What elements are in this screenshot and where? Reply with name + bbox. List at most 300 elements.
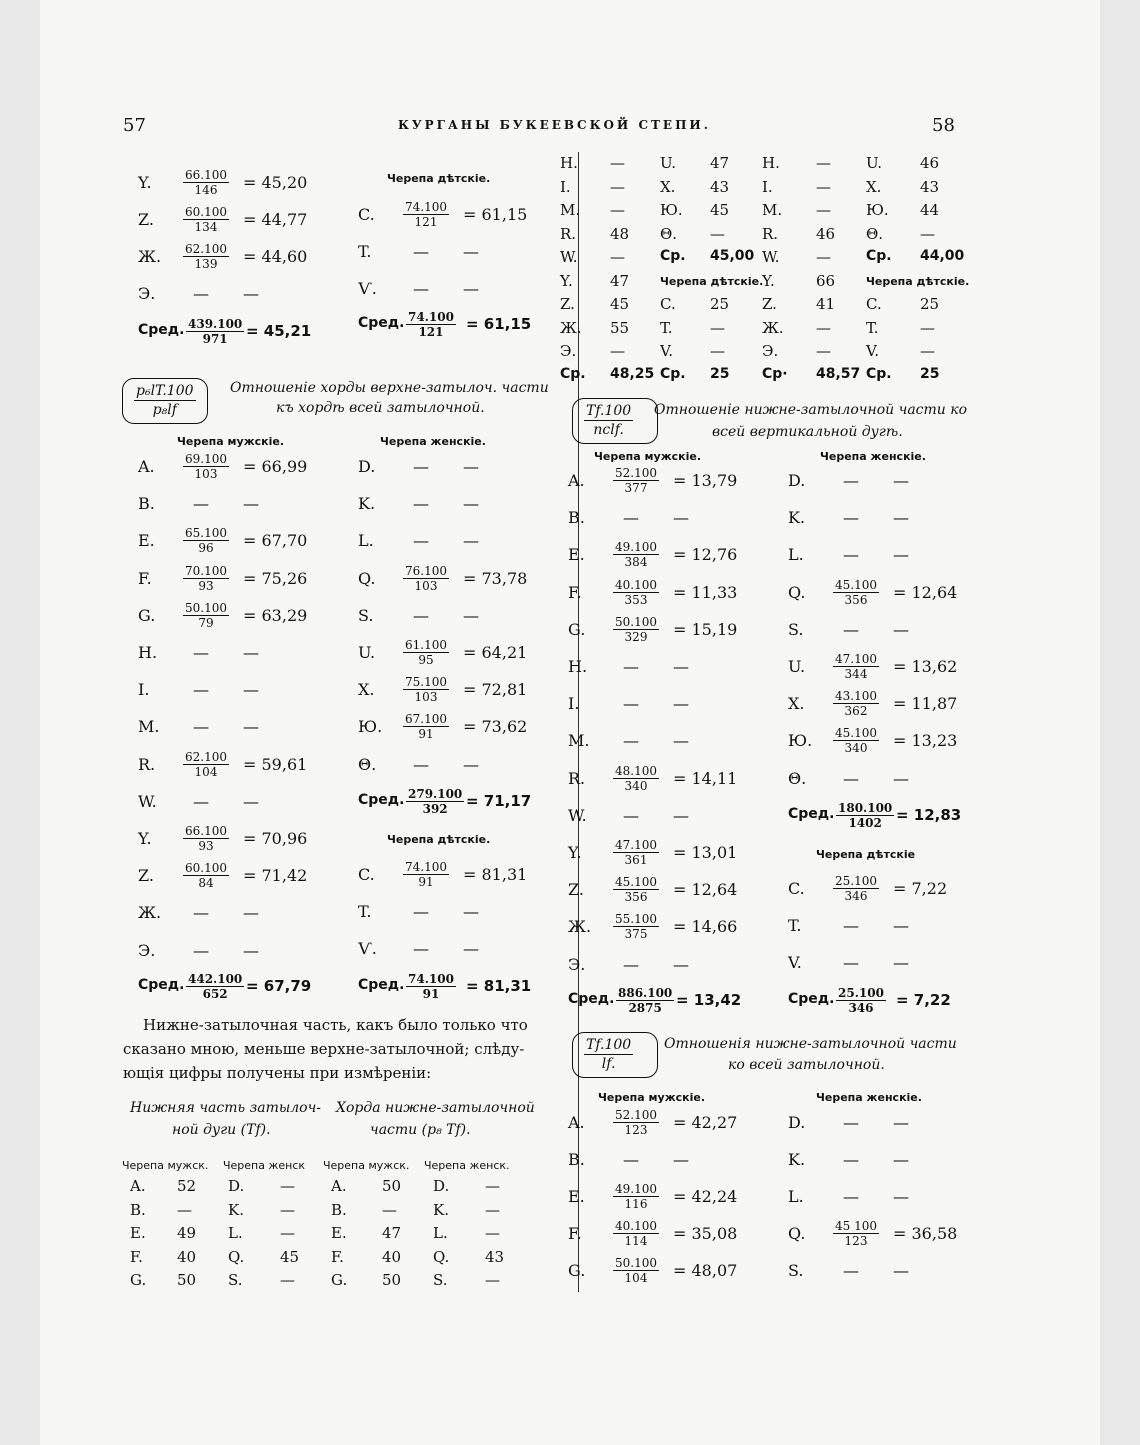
- lt-sum-male-fraction: [186, 317, 244, 346]
- rt-cell-3-6: Θ.: [866, 224, 884, 243]
- rt-cell-3-7: —: [920, 224, 935, 243]
- s1-female-row-2-label: L.: [358, 531, 374, 551]
- s1-male-row-4-value: = 63,29: [243, 605, 308, 625]
- s1-male-row-8-value: = 59,61: [243, 754, 308, 774]
- s2-female-row-5-numerator: 47.100: [835, 652, 877, 666]
- lt-male-row-0-denominator: 146: [194, 183, 218, 197]
- subtable-cell-1-4: B.: [331, 1200, 347, 1219]
- s2-male-row-8-fraction: [613, 764, 659, 793]
- lt-male-row-2-fraction: [183, 242, 229, 271]
- s1-male-row-11-fraction: [183, 861, 229, 890]
- s3-female-row-2-value: —: [893, 1187, 909, 1206]
- s2-title-1: Отношенiе нижне-затылочной части ко: [654, 402, 968, 418]
- s2-male-row-5-value: —: [673, 657, 689, 676]
- s2-male-row-8-label: R.: [568, 768, 586, 788]
- s1-male-row-3-numerator: 70.100: [185, 563, 227, 578]
- subtable-cell-2-6: L.: [433, 1224, 448, 1242]
- s1-female-row-1-value: —: [463, 494, 479, 514]
- s2-male-row-3-value: = 11,33: [673, 582, 738, 602]
- lt-male-row-3-label: Э.: [138, 284, 156, 303]
- s1-female-row-0-label: D.: [358, 457, 376, 476]
- s1-child-row-2-dash: —: [413, 939, 429, 958]
- s1-female-row-9-denominator: 392: [422, 801, 448, 816]
- rt-cell-5-5: 66: [816, 271, 836, 290]
- s2-child-row-0-numerator: 25.100: [835, 874, 877, 888]
- rt-cell-1-3: 43: [710, 177, 730, 196]
- s3-male-row-4-numerator: 50.100: [615, 1256, 657, 1270]
- lt-child-row-2-dash: —: [413, 279, 429, 298]
- s1-female-row-5-denominator: 95: [418, 653, 434, 667]
- lt-sum-male-value: = 45,21: [246, 322, 312, 340]
- rt-cell-1-0: I.: [560, 177, 571, 196]
- s2-male-row-10-denominator: 361: [624, 853, 648, 867]
- s1-female-row-8-label: Θ.: [358, 754, 377, 774]
- s3-formula-numerator: Tf.100: [586, 1037, 632, 1053]
- s1-male-row-5-label: H.: [138, 643, 158, 662]
- lt-child-row-1-label: T.: [358, 242, 372, 261]
- s2-female-row-5-fraction: [833, 652, 879, 681]
- s1-male-row-8-label: R.: [138, 754, 156, 774]
- rt-cell-1-5: —: [816, 177, 831, 196]
- s1-male-row-8-denominator: 104: [194, 764, 218, 779]
- s2-male-row-4-numerator: 50.100: [615, 614, 657, 629]
- paragraph-line-2: ющiя цифры получены при измѣренiи:: [123, 1064, 432, 1082]
- subtable-cell-0-7: —: [485, 1177, 500, 1195]
- lt-sum-child-value: = 61,15: [466, 315, 532, 333]
- s3-female-row-1-dash: —: [843, 1150, 859, 1169]
- rt-cell-2-4: M.: [762, 201, 783, 219]
- s2-sum-male-label: Сред.: [568, 991, 615, 1007]
- s1-female-row-4-value: —: [463, 605, 479, 625]
- s1-female-row-5-label: U.: [358, 643, 376, 662]
- s3-formula-fraction: [584, 1036, 633, 1073]
- s1-sum-male-label: Сред.: [138, 977, 185, 993]
- s2-male-row-3-fraction: [613, 578, 659, 607]
- s2-male-row-10-value: = 13,01: [673, 843, 738, 862]
- s2-title-2: всей вертикальной дугѣ.: [712, 424, 903, 440]
- rt-cell-8-2: V.: [660, 342, 673, 360]
- s1-female-row-7-numerator: 67.100: [405, 712, 447, 727]
- s1-female-row-4-label: S.: [358, 605, 374, 625]
- rt-cell-4-2: Ср.: [660, 248, 686, 264]
- s2-female-row-2-label: L.: [788, 545, 804, 565]
- s3-male-row-2-denominator: 116: [624, 1197, 648, 1211]
- s2-male-row-2-numerator: 49.100: [615, 540, 657, 555]
- s2-sum-male-denominator: 2875: [628, 1001, 662, 1015]
- rt-cell-2-0: M.: [560, 201, 581, 219]
- subtable-cell-4-5: 50: [382, 1271, 402, 1289]
- s3-male-row-4-label: G.: [568, 1261, 586, 1280]
- subtable-cell-2-3: —: [280, 1224, 295, 1242]
- lt-male-row-3-value: —: [243, 284, 259, 303]
- subtable-cell-4-4: G.: [331, 1271, 348, 1289]
- s2-sum-male-fraction: [616, 986, 674, 1015]
- s1-female-row-2-dash: —: [413, 531, 429, 551]
- subtable-cell-3-4: F.: [331, 1247, 344, 1266]
- s3-male-row-0-numerator: 52.100: [615, 1108, 657, 1122]
- s1-male-row-13-label: Э.: [138, 940, 156, 960]
- s1-male-row-1-label: B.: [138, 494, 155, 514]
- s1-female-row-3-value: = 73,78: [463, 568, 528, 588]
- s2-child-title: Черепа дѣтскiе: [816, 848, 916, 861]
- s2-male-row-4-denominator: 329: [624, 629, 648, 644]
- s1-child-row-1-value: —: [463, 902, 479, 921]
- s1-female-row-6-denominator: 103: [414, 690, 438, 705]
- rt-cell-7-6: T.: [866, 318, 879, 337]
- s2-male-row-12-value: = 14,66: [673, 917, 738, 937]
- rt-cell-5-2: Черепа дѣтскiе.: [660, 274, 764, 288]
- subtable-cell-1-2: K.: [228, 1200, 244, 1219]
- s1-male-row-13-dash: —: [193, 940, 209, 960]
- subtable-cell-2-7: —: [485, 1224, 500, 1242]
- rt-cell-2-3: 45: [710, 201, 730, 219]
- s3-male-row-3-numerator: 40.100: [615, 1219, 657, 1233]
- lt-child-row-0-denominator: 121: [414, 215, 438, 229]
- s3-female-title: Черепа женскiе.: [816, 1091, 922, 1104]
- s1-female-row-1-dash: —: [413, 494, 429, 514]
- rt-cell-0-0: H.: [560, 154, 578, 172]
- s3-male-row-2-numerator: 49.100: [615, 1182, 657, 1196]
- lt-child-row-1-value: —: [463, 242, 479, 261]
- subtable-cell-3-5: 40: [382, 1247, 402, 1266]
- s1-male-row-4-fraction: [183, 601, 229, 630]
- lt-male-row-1-label: Z.: [138, 210, 154, 229]
- s2-child-row-2-label: V.: [788, 953, 802, 972]
- s2-male-row-1-dash: —: [623, 508, 639, 528]
- subtable-cell-4-6: S.: [433, 1271, 448, 1289]
- lt-male-row-2-value: = 44,60: [243, 247, 308, 266]
- s2-male-row-4-value: = 15,19: [673, 619, 738, 639]
- s1-female-row-6-value: = 72,81: [463, 680, 528, 700]
- s1-male-row-10-numerator: 66.100: [185, 824, 227, 838]
- s1-male-row-10-fraction: [183, 824, 229, 853]
- rt-cell-9-0: Ср.: [560, 365, 586, 382]
- s1-male-row-11-numerator: 60.100: [185, 861, 227, 876]
- s2-male-row-7-label: M.: [568, 731, 590, 751]
- lt-sum-child-denominator: 121: [418, 325, 444, 339]
- s3-male-row-1-value: —: [673, 1150, 689, 1169]
- book-page: [40, 0, 1100, 1445]
- s3-male-row-3-label: F.: [568, 1224, 582, 1243]
- s1-male-row-0-numerator: 69.100: [185, 452, 227, 466]
- s2-male-row-8-numerator: 48.100: [615, 763, 657, 778]
- subtable-cell-1-7: —: [485, 1200, 500, 1219]
- s2-female-row-5-label: U.: [788, 657, 806, 676]
- s3-female-row-3-value: = 36,58: [893, 1224, 958, 1243]
- s3-male-row-2-label: E.: [568, 1187, 585, 1206]
- subtable-cell-3-3: 45: [280, 1247, 300, 1266]
- s1-male-row-2-denominator: 96: [198, 541, 214, 556]
- s2-female-row-3-numerator: 45.100: [835, 577, 877, 592]
- s2-male-row-0-numerator: 52.100: [615, 466, 657, 480]
- s3-title-1: Отношенiя нижне-затылочной части: [664, 1036, 957, 1052]
- s2-male-row-8-value: = 14,11: [673, 768, 738, 788]
- rt-cell-0-3: 47: [710, 154, 730, 172]
- subtable-cell-3-6: Q.: [433, 1247, 450, 1266]
- lt-child-row-2-label: Ѵ.: [358, 279, 377, 298]
- s1-male-row-6-label: I.: [138, 680, 150, 700]
- s2-female-row-1-value: —: [893, 508, 909, 528]
- rt-cell-2-2: Ю.: [660, 201, 683, 219]
- s2-male-row-13-value: —: [673, 954, 689, 974]
- rt-cell-4-3: 45,00: [710, 248, 755, 264]
- s1-formula-denominator: p₈lf: [152, 402, 177, 418]
- s2-male-row-10-label: Y.: [568, 843, 582, 862]
- s1-male-row-0-value: = 66,99: [243, 457, 308, 476]
- s1-male-row-11-value: = 71,42: [243, 866, 308, 886]
- s2-female-row-8-label: Θ.: [788, 768, 807, 788]
- s1-female-row-3-fraction: [403, 564, 449, 593]
- s1-male-row-0-denominator: 103: [194, 467, 218, 481]
- subtable-heading-1b: ной дуги (Tf).: [172, 1122, 271, 1138]
- rt-cell-6-5: 41: [816, 295, 836, 313]
- rt-cell-7-0: Ж.: [560, 318, 582, 337]
- lt-male-row-1-numerator: 60.100: [185, 205, 227, 219]
- s3-female-row-0-dash: —: [843, 1113, 859, 1132]
- s1-male-row-8-numerator: 62.100: [185, 749, 227, 764]
- rt-cell-7-7: —: [920, 318, 935, 337]
- s1-female-row-7-value: = 73,62: [463, 717, 528, 737]
- rt-cell-3-1: 48: [610, 224, 630, 243]
- s1-male-row-1-dash: —: [193, 494, 209, 514]
- s1-male-row-5-dash: —: [193, 643, 209, 662]
- s1-male-row-5-value: —: [243, 643, 259, 662]
- s1-female-row-6-numerator: 75.100: [405, 675, 447, 690]
- rt-cell-1-2: X.: [660, 177, 676, 196]
- s2-male-row-7-value: —: [673, 731, 689, 751]
- rt-cell-8-3: —: [710, 342, 725, 360]
- s2-child-row-1-value: —: [893, 916, 909, 935]
- rt-cell-4-0: W.: [560, 248, 578, 266]
- s3-female-row-4-label: S.: [788, 1261, 804, 1280]
- s3-formula-denominator: lf.: [601, 1056, 616, 1072]
- lt-child-row-0-fraction: [403, 200, 449, 229]
- s2-sum-child-denominator: 346: [848, 1001, 874, 1015]
- rt-cell-6-2: C.: [660, 295, 676, 313]
- s2-sum-child-value: = 7,22: [896, 991, 951, 1009]
- s2-child-row-2-value: —: [893, 953, 909, 972]
- s1-male-row-10-denominator: 93: [198, 839, 214, 853]
- s1-female-row-7-label: Ю.: [358, 717, 383, 737]
- s1-male-row-9-value: —: [243, 791, 259, 811]
- s1-sum-child-label: Сред.: [358, 977, 405, 993]
- s2-female-title: Черепа женскiе.: [820, 450, 926, 463]
- s2-male-row-2-denominator: 384: [624, 555, 648, 570]
- rt-cell-6-7: 25: [920, 295, 940, 313]
- s1-male-row-2-label: E.: [138, 531, 155, 551]
- rt-cell-4-5: —: [816, 248, 831, 266]
- subtable-cell-3-1: 40: [177, 1247, 197, 1266]
- lt-child-row-0-numerator: 74.100: [405, 200, 447, 214]
- s1-female-row-5-numerator: 61.100: [405, 638, 447, 652]
- s1-male-row-2-numerator: 65.100: [185, 526, 227, 541]
- lt-male-row-0-numerator: 66.100: [185, 168, 227, 182]
- subtable-heading-2a: Хорда нижне-затылочной: [336, 1100, 535, 1116]
- s2-child-row-1-dash: —: [843, 916, 859, 935]
- s2-female-row-7-fraction: [833, 726, 879, 755]
- s3-female-row-4-value: —: [893, 1261, 909, 1280]
- s3-female-row-1-value: —: [893, 1150, 909, 1169]
- s2-female-row-1-dash: —: [843, 508, 859, 528]
- subtable-cell-2-2: L.: [228, 1224, 243, 1242]
- rt-cell-4-1: —: [610, 248, 625, 266]
- rt-cell-0-6: U.: [866, 154, 883, 172]
- s1-male-row-4-denominator: 79: [198, 615, 214, 630]
- s1-sum-male-fraction: [186, 972, 244, 1001]
- rt-cell-0-7: 46: [920, 154, 940, 172]
- s1-female-row-2-value: —: [463, 531, 479, 551]
- s1-male-row-10-label: Y.: [138, 829, 152, 848]
- s1-female-row-0-value: —: [463, 457, 479, 476]
- s2-female-row-9-label: Сред.: [788, 805, 835, 822]
- s3-female-row-3-numerator: 45 100: [835, 1219, 877, 1233]
- s3-female-row-4-dash: —: [843, 1261, 859, 1280]
- rt-cell-9-7: 25: [920, 365, 940, 382]
- s1-female-row-9-numerator: 279.100: [408, 786, 463, 801]
- s2-male-row-11-value: = 12,64: [673, 880, 738, 900]
- subtable-cell-3-0: F.: [130, 1247, 143, 1266]
- s2-male-row-0-fraction: [613, 466, 659, 495]
- s2-female-row-9-numerator: 180.100: [838, 800, 893, 815]
- rt-cell-0-2: U.: [660, 154, 677, 172]
- lt-male-row-1-value: = 44,77: [243, 210, 308, 229]
- rt-cell-7-2: T.: [660, 318, 673, 337]
- lt-sum-child-fraction: [406, 310, 456, 339]
- lt-male-row-2-label: Ж.: [138, 247, 162, 266]
- s1-female-row-7-denominator: 91: [418, 727, 434, 742]
- s1-female-row-6-label: X.: [358, 680, 375, 700]
- rt-cell-2-7: 44: [920, 201, 940, 219]
- s1-female-row-3-numerator: 76.100: [405, 563, 447, 578]
- lt-children-title: Черепа дѣтскiе.: [387, 172, 491, 185]
- rt-cell-1-6: X.: [866, 177, 882, 196]
- subtable-cell-0-1: 52: [177, 1177, 197, 1195]
- lt-sum-male-label: Сред.: [138, 322, 185, 338]
- s2-male-row-4-fraction: [613, 615, 659, 644]
- rt-cell-2-1: —: [610, 201, 625, 219]
- s3-male-row-0-label: A.: [568, 1113, 585, 1132]
- subtable-cell-4-1: 50: [177, 1271, 197, 1289]
- s2-male-row-11-denominator: 356: [624, 890, 648, 905]
- s1-male-row-12-dash: —: [193, 903, 209, 923]
- rt-cell-9-6: Ср.: [866, 365, 892, 382]
- rt-cell-6-1: 45: [610, 295, 630, 313]
- s2-sum-child-fraction: [836, 986, 886, 1015]
- s1-male-row-3-label: F.: [138, 568, 152, 588]
- s2-male-row-2-value: = 12,76: [673, 545, 738, 565]
- s1-female-row-9-value: = 71,17: [466, 791, 532, 810]
- s3-female-row-1-label: K.: [788, 1150, 806, 1169]
- rt-cell-8-7: —: [920, 342, 935, 360]
- rt-cell-5-0: Y.: [560, 271, 573, 290]
- s3-male-row-3-value: = 35,08: [673, 1224, 738, 1243]
- s1-male-row-9-label: W.: [138, 791, 157, 811]
- s2-child-row-1-label: T.: [788, 916, 802, 935]
- rt-cell-5-1: 47: [610, 271, 630, 290]
- s2-female-row-5-value: = 13,62: [893, 657, 958, 676]
- s1-child-row-0-label: C.: [358, 865, 375, 884]
- lt-male-row-1-fraction: [183, 205, 229, 234]
- rt-cell-4-4: W.: [762, 248, 780, 266]
- s1-child-row-0-denominator: 91: [418, 875, 434, 889]
- s1-child-row-2-value: —: [463, 939, 479, 958]
- rt-cell-5-4: Y.: [762, 271, 775, 290]
- s1-male-row-9-dash: —: [193, 791, 209, 811]
- s2-female-row-5-denominator: 344: [844, 667, 868, 681]
- s2-female-row-3-fraction: [833, 578, 879, 607]
- s2-male-row-12-fraction: [613, 912, 659, 941]
- s2-male-row-5-label: H.: [568, 657, 588, 676]
- s1-male-row-13-value: —: [243, 940, 259, 960]
- lt-child-row-1-dash: —: [413, 242, 429, 261]
- rt-cell-7-1: 55: [610, 318, 630, 337]
- s1-male-row-7-dash: —: [193, 717, 209, 737]
- subtable-heading-1a: Нижняя часть затылоч-: [130, 1100, 322, 1116]
- s1-female-row-9-fraction: [406, 787, 464, 816]
- rt-cell-9-2: Ср.: [660, 365, 686, 382]
- s3-female-row-3-fraction: [833, 1219, 879, 1248]
- subtable-cell-0-0: A.: [130, 1177, 146, 1195]
- subtable-cell-1-0: B.: [130, 1200, 146, 1219]
- running-title: КУРГАНЫ БУКЕЕВСКОЙ СТЕПИ.: [398, 118, 711, 132]
- s1-sum-child-fraction: [406, 972, 456, 1001]
- lt-male-row-1-denominator: 134: [194, 220, 218, 234]
- s1-sum-male-numerator: 442.100: [188, 972, 243, 986]
- s1-female-title: Черепа женскiе.: [380, 435, 486, 448]
- subtable-cell-2-1: 49: [177, 1224, 197, 1242]
- s1-child-row-0-fraction: [403, 860, 449, 889]
- s2-formula-denominator: nclf.: [593, 422, 624, 438]
- subtable-cell-0-2: D.: [228, 1177, 245, 1195]
- rt-cell-8-5: —: [816, 342, 831, 360]
- rt-cell-0-1: —: [610, 154, 625, 172]
- rt-cell-3-4: R.: [762, 224, 779, 243]
- s3-male-title: Черепа мужскiе.: [598, 1091, 706, 1104]
- s1-male-row-6-dash: —: [193, 680, 209, 700]
- s2-child-row-0-denominator: 346: [844, 889, 868, 903]
- s2-male-row-0-label: A.: [568, 471, 585, 490]
- subtable-col-1: Черепа женск: [223, 1159, 306, 1172]
- rt-cell-8-1: —: [610, 342, 625, 360]
- s2-male-row-9-value: —: [673, 805, 689, 825]
- s1-male-row-4-label: G.: [138, 605, 156, 625]
- s2-male-row-2-label: E.: [568, 545, 585, 565]
- s3-male-row-3-fraction: [613, 1219, 659, 1248]
- lt-male-row-0-fraction: [183, 168, 229, 197]
- subtable-cell-2-4: E.: [331, 1224, 347, 1242]
- lt-male-row-2-denominator: 139: [194, 257, 218, 271]
- rt-cell-1-4: I.: [762, 177, 773, 196]
- s2-female-row-8-value: —: [893, 768, 909, 788]
- s1-sum-child-numerator: 74.100: [408, 972, 454, 986]
- rt-cell-2-6: Ю.: [866, 201, 889, 219]
- s2-female-row-7-label: Ю.: [788, 731, 813, 751]
- s2-male-row-1-value: —: [673, 508, 689, 528]
- s1-male-row-12-label: Ж.: [138, 903, 162, 923]
- s1-female-row-7-fraction: [403, 712, 449, 741]
- paragraph-line-1: сказано мною, меньше верхне-затылочной; слѣду-: [123, 1040, 525, 1058]
- s1-male-row-6-value: —: [243, 680, 259, 700]
- s1-female-row-5-fraction: [403, 638, 449, 667]
- paragraph-line-0: Нижне-затылочная часть, какъ было только что: [143, 1016, 528, 1034]
- s1-child-row-0-value: = 81,31: [463, 865, 528, 884]
- s1-female-row-8-value: —: [463, 754, 479, 774]
- rt-cell-3-5: 46: [816, 224, 836, 243]
- s2-female-row-1-label: K.: [788, 508, 806, 528]
- s3-female-row-3-denominator: 123: [844, 1234, 868, 1248]
- s2-female-row-9-value: = 12,83: [896, 805, 962, 824]
- subtable-cell-4-3: —: [280, 1271, 295, 1289]
